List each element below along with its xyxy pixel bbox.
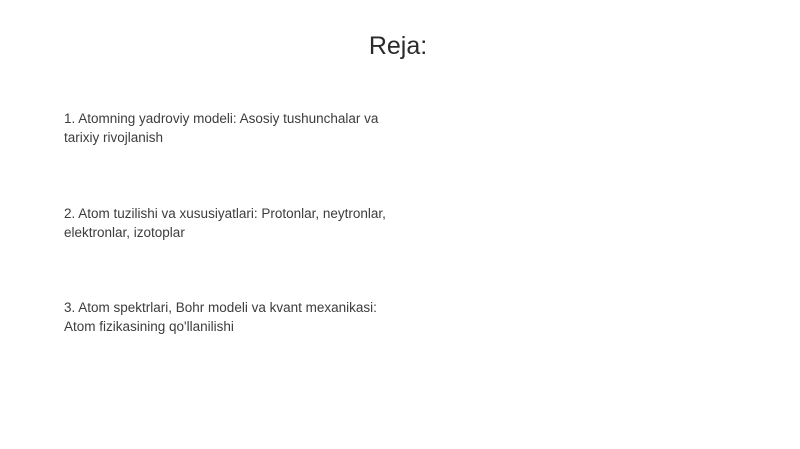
plan-item-2-line-1: 2. Atom tuzilishi va xususiyatlari: Protonlar, neytronlar, [64, 206, 386, 221]
plan-item-3 [64, 298, 404, 336]
plan-item-2-line-2: elektronlar, izotoplar [64, 225, 185, 240]
slide-title: Reja: [368, 32, 428, 60]
plan-item-1 [64, 109, 404, 147]
plan-item-1-line-2: tarixiy rivojlanish [64, 130, 164, 145]
plan-item-3-line-2: Atom fizikasining qo'llanilishi [64, 319, 234, 334]
plan-item-1-line-1: 1. Atomning yadroviy modeli: Asosiy tushunchalar va [64, 111, 379, 126]
plan-item-2 [64, 204, 404, 242]
plan-item-3-line-1: 3. Atom spektrlari, Bohr modeli va kvant mexanikasi: [64, 300, 377, 315]
